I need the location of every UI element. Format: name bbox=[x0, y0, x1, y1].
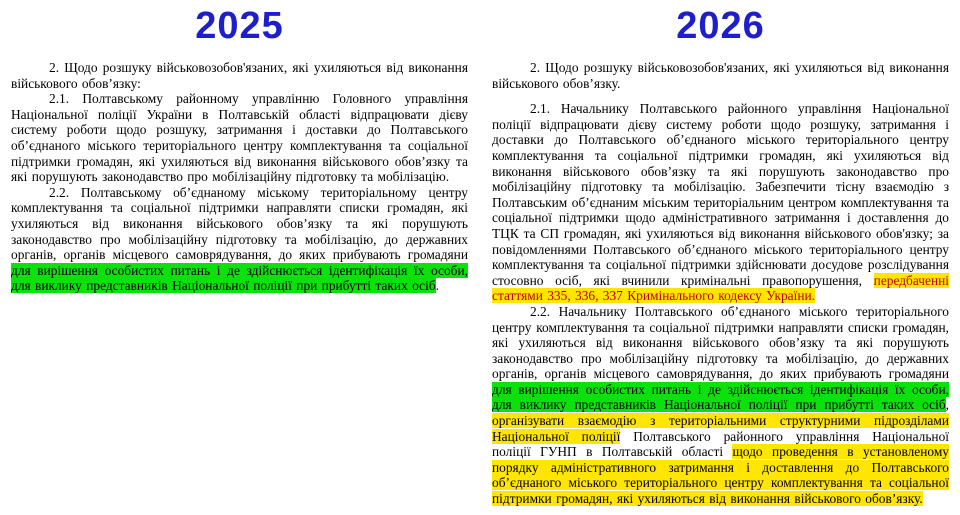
year-title-2026: 2026 bbox=[676, 5, 765, 47]
text-segment: , bbox=[945, 397, 949, 413]
paragraph bbox=[11, 91, 468, 185]
text-segment: 2. Щодо розшуку військовозобов'язаних, які ухиляються від виконання військового обов’язку: bbox=[11, 60, 468, 91]
text-segment: 2.2. Начальнику Полтавського об’єднаного міського територіального центру комплектування та соціальної підтримки направляти списки громадян, які ухиляються від виконання військового обов’язку та які порушують законодавство про мобілізаційну підготовку та мобілізацію, до державних органів, органів місцевого самоврядування, до яких прибувають громадяни bbox=[492, 303, 949, 382]
column-2025 bbox=[11, 0, 468, 294]
column-2026-text bbox=[492, 60, 949, 507]
year-title-2025: 2025 bbox=[195, 5, 284, 47]
highlighted-text: для вирішення особистих питань і де здійснюється ідентифікація їх особи, для виклику представників Національної поліції при прибутті таких осіб bbox=[492, 381, 949, 413]
column-2025-text bbox=[11, 60, 468, 294]
text-segment: Полтавського районного управління Національної поліції ГУНП в Полтавській області bbox=[492, 428, 950, 460]
highlighted-text: для вирішення особистих питань і де здійснюється ідентифікація їх особи, для виклику представників Національної поліції при прибутті таких осіб bbox=[11, 262, 468, 294]
paragraph bbox=[11, 185, 468, 294]
text-segment: 2.2. Полтавському об’єднаному міському територіальному центру комплектування та соціальної підтримки направляти списки громадян, які ухиляються від виконання військового обов’язку та які порушують законодавство про мобілізаційну підготовку та мобілізацію, до державних органів, органів місцевого самоврядування, до яких прибувають громадяни bbox=[11, 184, 468, 263]
text-segment: 2.1. Полтавському районному управлінню Головного управління Національної поліції України в Полтавській області відпрацювати дієву систему роботи щодо розшуку, затримання і доставки до Полтавського об’єднаного міського територіального центру комплектування та соціальної підтримки громадян, які ухиляються від виконання військового обов’язку та які порушують законодавство про мобілізаційну підготовку та мобілізацію. bbox=[11, 91, 468, 185]
highlighted-text: організувати взаємодію з територіальними структурними підрозділами Національної поліції bbox=[492, 413, 949, 444]
text-segment: . bbox=[435, 278, 439, 294]
highlighted-text: передбаченні статтями 335, 336, 337 Кримінального кодексу України. bbox=[492, 272, 949, 304]
paragraph bbox=[492, 60, 949, 91]
paragraph bbox=[492, 304, 949, 507]
column-2026 bbox=[492, 0, 949, 507]
paragraph bbox=[492, 101, 949, 304]
paragraph bbox=[11, 60, 468, 91]
highlighted-text: щодо проведення в установленому порядку адміністративного затримання і доставлення до Полтавського об’єднаного міського територіального центру комплектування та соціальної підтримки громадян, які ухиляються від виконання військового обов’язку. bbox=[492, 444, 949, 507]
text-segment: 2. Щодо розшуку військовозобов'язаних, які ухиляються від виконання військового обов’язку. bbox=[492, 60, 949, 91]
text-segment: 2.1. Начальнику Полтавського районного управління Національної поліції відпрацювати дієву систему роботи щодо розшуку, затримання і доставки до Полтавського об’єднаного міського територіального центру комплектування та соціальної підтримки громадян, які ухиляються від виконання військового обов’язку та які порушують законодавство про мобілізаційну підготовку та мобілізацію. Забезпечити тісну взаємодію з Полтавським об’єднаним міським територіальним центром комплектування та соціальної підтримки щодо адміністративного затримання і доставлення до ТЦК та СП громадян, які ухиляються від виконання військового обов'язку; за повідомленнями Полтавського об’єднаного міського територіального центру комплектування та соціальної підтримки здійснювати досудове розслідування стосовно осіб, які вчинили кримінальні правопорушення, bbox=[492, 101, 949, 288]
